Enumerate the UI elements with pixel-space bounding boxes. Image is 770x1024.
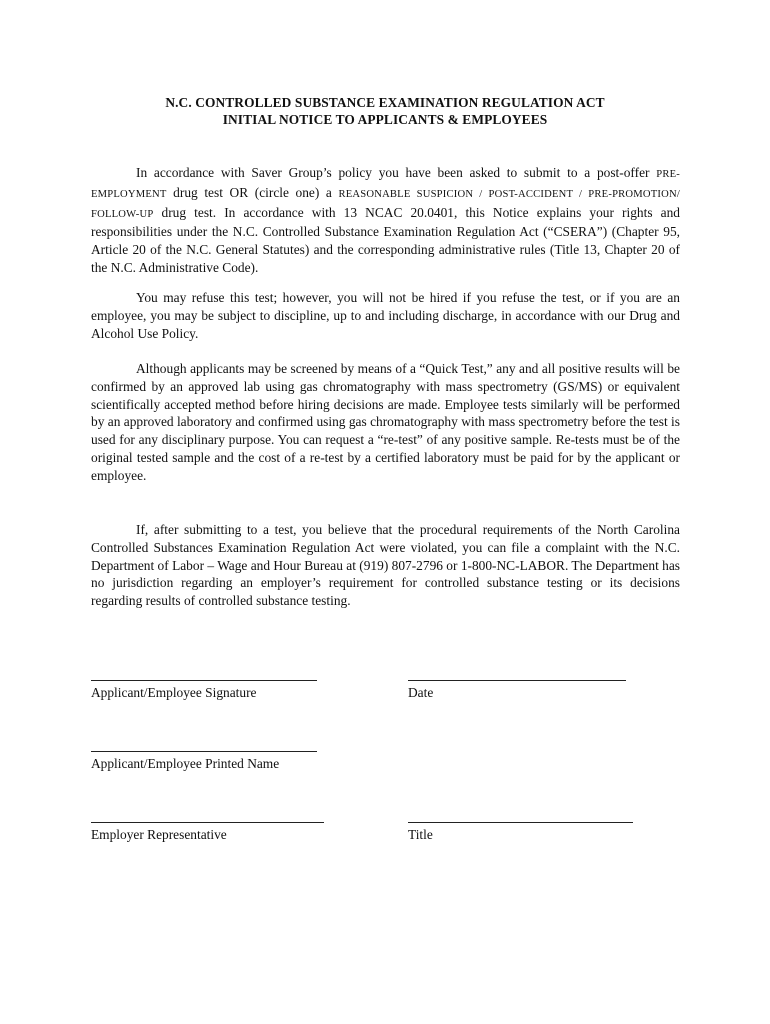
employer-representative-line[interactable] [91,822,324,823]
paragraph-refusal: You may refuse this test; however, you will not be hired if you refuse the test, or if you are an employee, you may be subject to discipline, up to and including discharge, in accordance with our Drug and Alcohol Use Policy. [91,290,680,341]
paragraph-text: drug test OR (circle one) a [166,184,339,200]
paragraph-complaint: If, after submitting to a test, you believe that the procedural requirements of the North Carolina Controlled Substances Examination Regulation Act were violated, you can file a complaint with the N.C. Department of Labor – Wage and Hour Bureau at (919) 807-2796 or 1-800-NC-LABOR. The Department has no jurisdiction regarding an employer’s requirement for controlled substance testing or its decisions regarding results of controlled substance testing. [91,522,680,609]
applicant-signature-line[interactable] [91,680,317,681]
date-line[interactable] [408,680,626,681]
pre-employment-option: PRE-EMPLOYMENT [91,169,680,200]
paragraph-quick-test: Although applicants may be screened by means of a “Quick Test,” any and all positive results will be confirmed by an approved lab using gas chromatography with mass spectrometry (GS/MS) or equivalent scientifically accepted method before hiring decisions are made. Employee tests similarly will be performed by an approved laboratory and confirmed using gas chromatography with mass spectrometry before the test is used for any disciplinary purpose. You can request a “re-test” of any positive sample. Re-tests must be of the original tested sample and the cost of a re-test by a certified laboratory must be paid for by the applicant or employee. [91,361,680,483]
date-label: Date [408,685,434,700]
paragraph-text: In accordance with Saver Group’s policy you have been asked to submit to a post-offer [136,165,657,180]
employer-representative-label: Employer Representative [91,827,227,842]
printed-name-line[interactable] [91,751,317,752]
paragraph-test-notice [91,164,680,277]
title-line[interactable] [408,822,633,823]
document-title-line-2: INITIAL NOTICE TO APPLICANTS & EMPLOYEES [222,112,548,127]
document-title-line-1: N.C. CONTROLLED SUBSTANCE EXAMINATION REGULATION ACT [165,95,605,110]
printed-name-label: Applicant/Employee Printed Name [91,756,280,771]
circle-one-options: REASONABLE SUSPICION / POST-ACCIDENT / PRE-PROMOTION/ FOLLOW-UP [91,188,680,220]
paragraph-text: drug test. In accordance with 13 NCAC 20.0401, this Notice explains your rights and responsibilities under the N.C. Controlled Substance Examination Regulation Act (“CSERA”) (Chapter 95, Article 20 of the N.C. General Statutes) and the corresponding administrative rules (Title 13, Chapter 20 of the N.C. Administrative Code). [91,204,680,275]
applicant-signature-label: Applicant/Employee Signature [91,685,257,700]
title-label: Title [408,827,433,842]
